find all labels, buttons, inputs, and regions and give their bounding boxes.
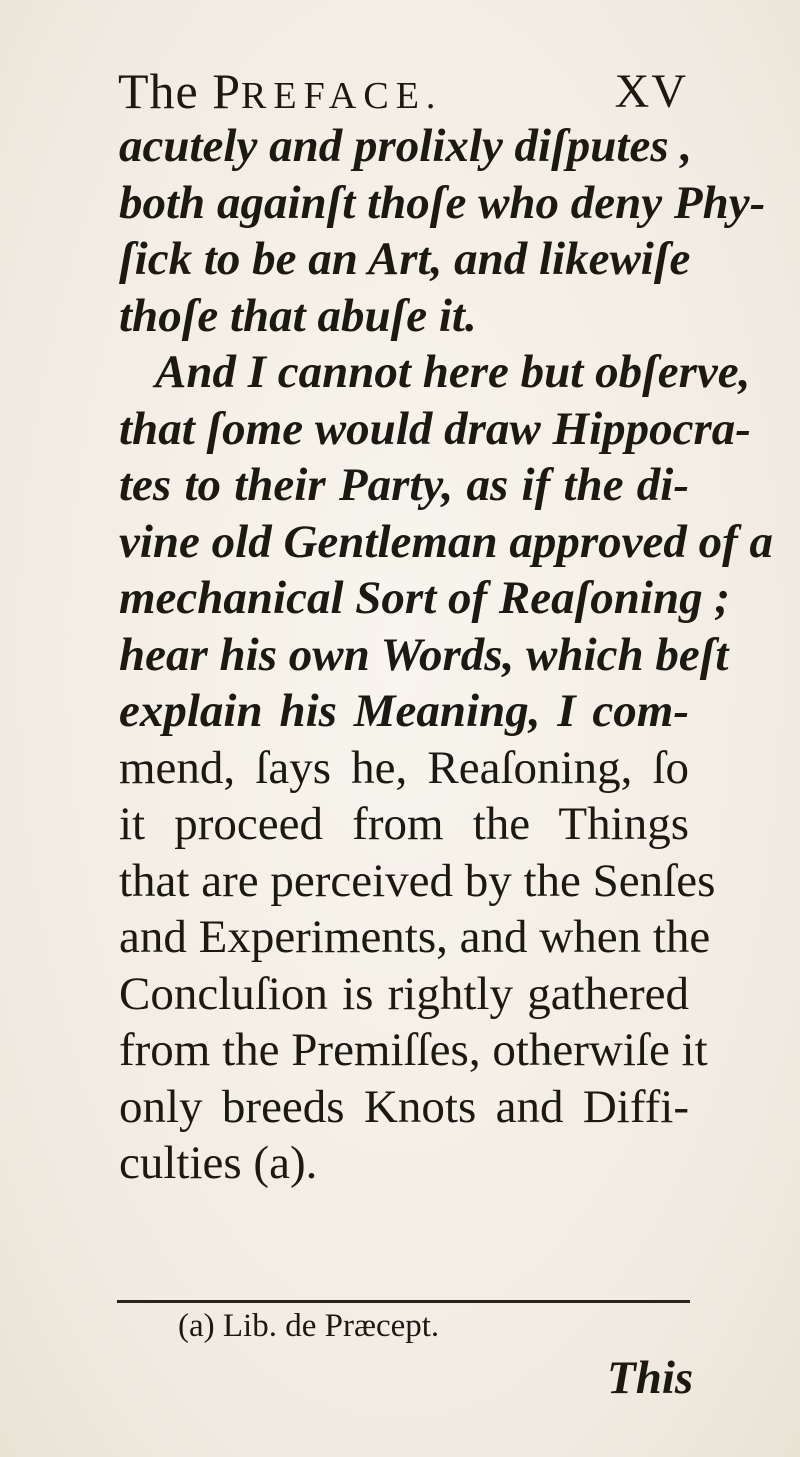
catchword: This	[607, 1352, 694, 1404]
text-line: mend, ſays he, Reaſoning, ſo	[119, 741, 689, 794]
text-line: thoſe that abuſe it.	[119, 289, 477, 342]
text-line: tes to their Party, as if the di-	[119, 459, 689, 511]
text-line: vine old Gentleman approved of a	[119, 515, 774, 568]
footnote: (a) Lib. de Præcept.	[178, 1308, 440, 1344]
running-header	[118, 62, 688, 122]
text-line: from the Premiſſes, otherwiſe it	[119, 1024, 708, 1076]
text-line: mechanical Sort of Reaſoning ;	[119, 572, 731, 624]
text-line: ſick to be an Art, and likewiſe	[119, 233, 691, 285]
text-line: that ſome would draw Hippocra-	[119, 402, 751, 455]
header-title-initial: The P	[118, 63, 242, 119]
text-line: explain his Meaning, I com-	[119, 685, 689, 737]
page-number: XV	[614, 65, 688, 118]
text-line: hear his own Words, which beſt	[119, 628, 729, 681]
text-line: Concluſion is rightly gathered	[119, 967, 689, 1020]
text-line: and Experiments, and when the	[119, 911, 711, 963]
text-line: acutely and prolixly diſputes ,	[119, 120, 693, 172]
footnote-rule	[117, 1300, 690, 1303]
text-line: that are perceived by the Senſes	[119, 854, 716, 907]
text-line: culties (a).	[119, 1137, 318, 1189]
header-title	[118, 62, 442, 120]
header-title-smallcaps: REFACE.	[241, 75, 443, 117]
text-line: it proceed from the Things	[119, 798, 689, 850]
body-text	[119, 118, 774, 1192]
text-line: And I cannot here but obſerve,	[155, 346, 751, 398]
text-line: only breeds Knots and Diffi-	[119, 1080, 689, 1133]
text-line: both againſt thoſe who deny Phy-	[119, 176, 766, 229]
